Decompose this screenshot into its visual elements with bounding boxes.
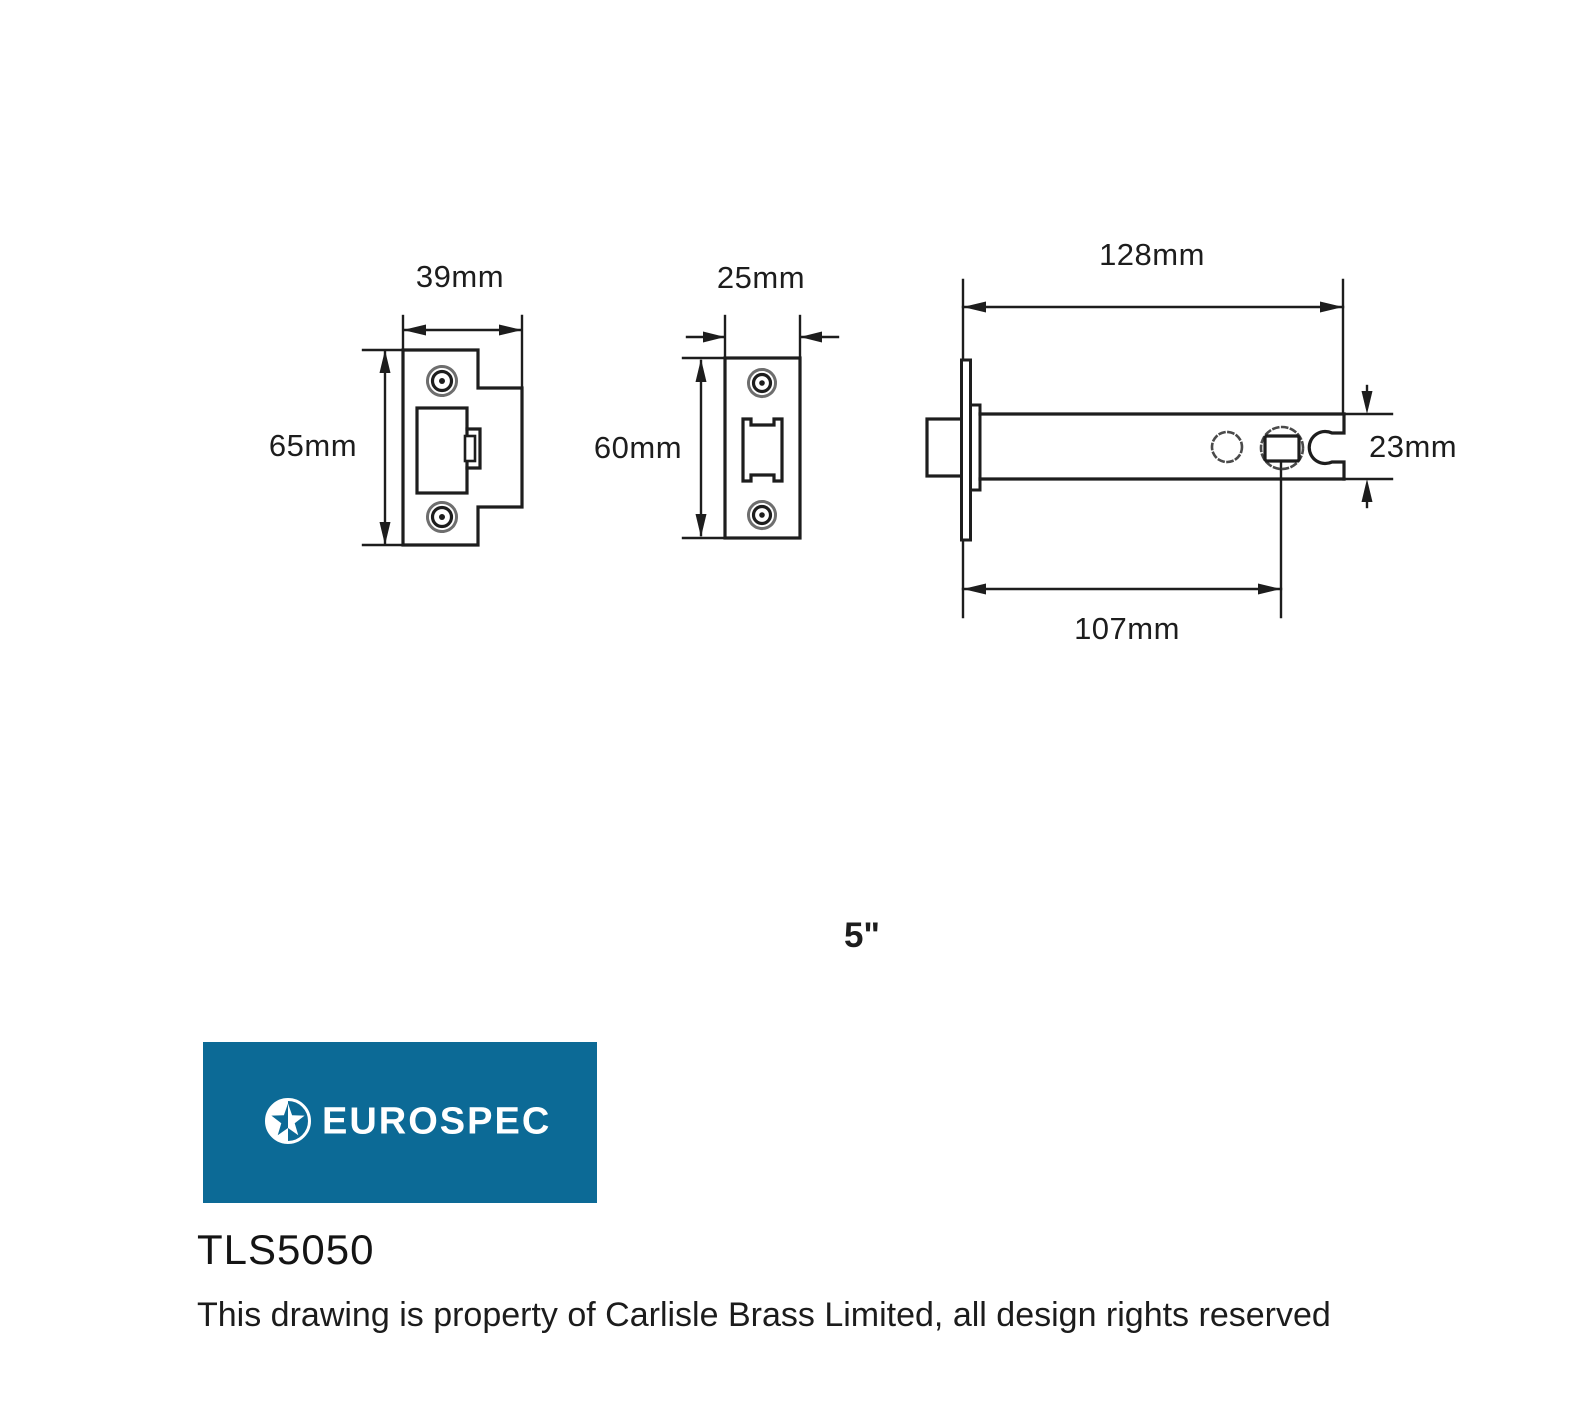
- copyright-text: This drawing is property of Carlisle Brass Limited, all design rights reserved: [197, 1296, 1331, 1334]
- dim-label-strike-height: 65mm: [268, 428, 358, 463]
- size-label: 5": [843, 916, 881, 955]
- arrow-left-icon: [963, 584, 986, 595]
- dim-65mm-lines: [363, 350, 403, 545]
- extension-lines: [963, 280, 1343, 617]
- arrow-up-icon: [1362, 479, 1373, 502]
- faceplate-front-view: [683, 316, 838, 538]
- latch-opening: [417, 408, 467, 493]
- case-cap-side: [971, 405, 981, 490]
- arrow-right-icon: [499, 325, 522, 336]
- tube-end-notch: [1309, 414, 1344, 479]
- dim-label-strike-width: 39mm: [415, 259, 505, 294]
- latch-case-side-view: [927, 280, 1392, 617]
- bore-hole-dashed-circle: [1212, 432, 1242, 462]
- arrow-up-icon: [380, 350, 391, 373]
- arrow-left-icon: [403, 325, 426, 336]
- arrow-left-icon: [963, 302, 986, 313]
- latch-tab-inner: [465, 436, 475, 461]
- screw-hole-icon: [428, 367, 457, 396]
- arrow-right-icon: [1320, 302, 1343, 313]
- dim-60mm-lines: [683, 358, 725, 538]
- arrow-down-icon: [380, 522, 391, 545]
- dim-label-case-length: 128mm: [1099, 237, 1205, 272]
- strike-plate-outline: [403, 350, 522, 545]
- latchbolt-section: [743, 419, 782, 481]
- arrow-left-icon: [800, 332, 822, 343]
- strike-plate-front-view: [363, 316, 522, 545]
- spindle-follower-square: [1265, 436, 1299, 461]
- arrow-up-icon: [696, 359, 707, 382]
- arrow-right-icon: [1258, 584, 1281, 595]
- arrow-right-icon: [703, 332, 725, 343]
- star-in-circle-icon: [262, 1095, 314, 1147]
- dim-label-faceplate-width: 25mm: [716, 260, 806, 295]
- dim-label-faceplate-height: 60mm: [593, 430, 683, 465]
- arrow-down-icon: [696, 514, 707, 537]
- screw-hole-icon: [749, 370, 776, 397]
- eurospec-logo: [203, 1042, 597, 1203]
- product-code: TLS5050: [197, 1226, 375, 1273]
- logo-text: EUROSPEC: [322, 1100, 552, 1143]
- dim-label-backset: 107mm: [1074, 611, 1180, 646]
- dim-label-case-height: 23mm: [1369, 429, 1458, 464]
- arrow-down-icon: [1362, 391, 1373, 414]
- latchbolt-side: [927, 419, 962, 476]
- screw-hole-icon: [749, 502, 776, 529]
- screw-hole-icon: [428, 503, 457, 532]
